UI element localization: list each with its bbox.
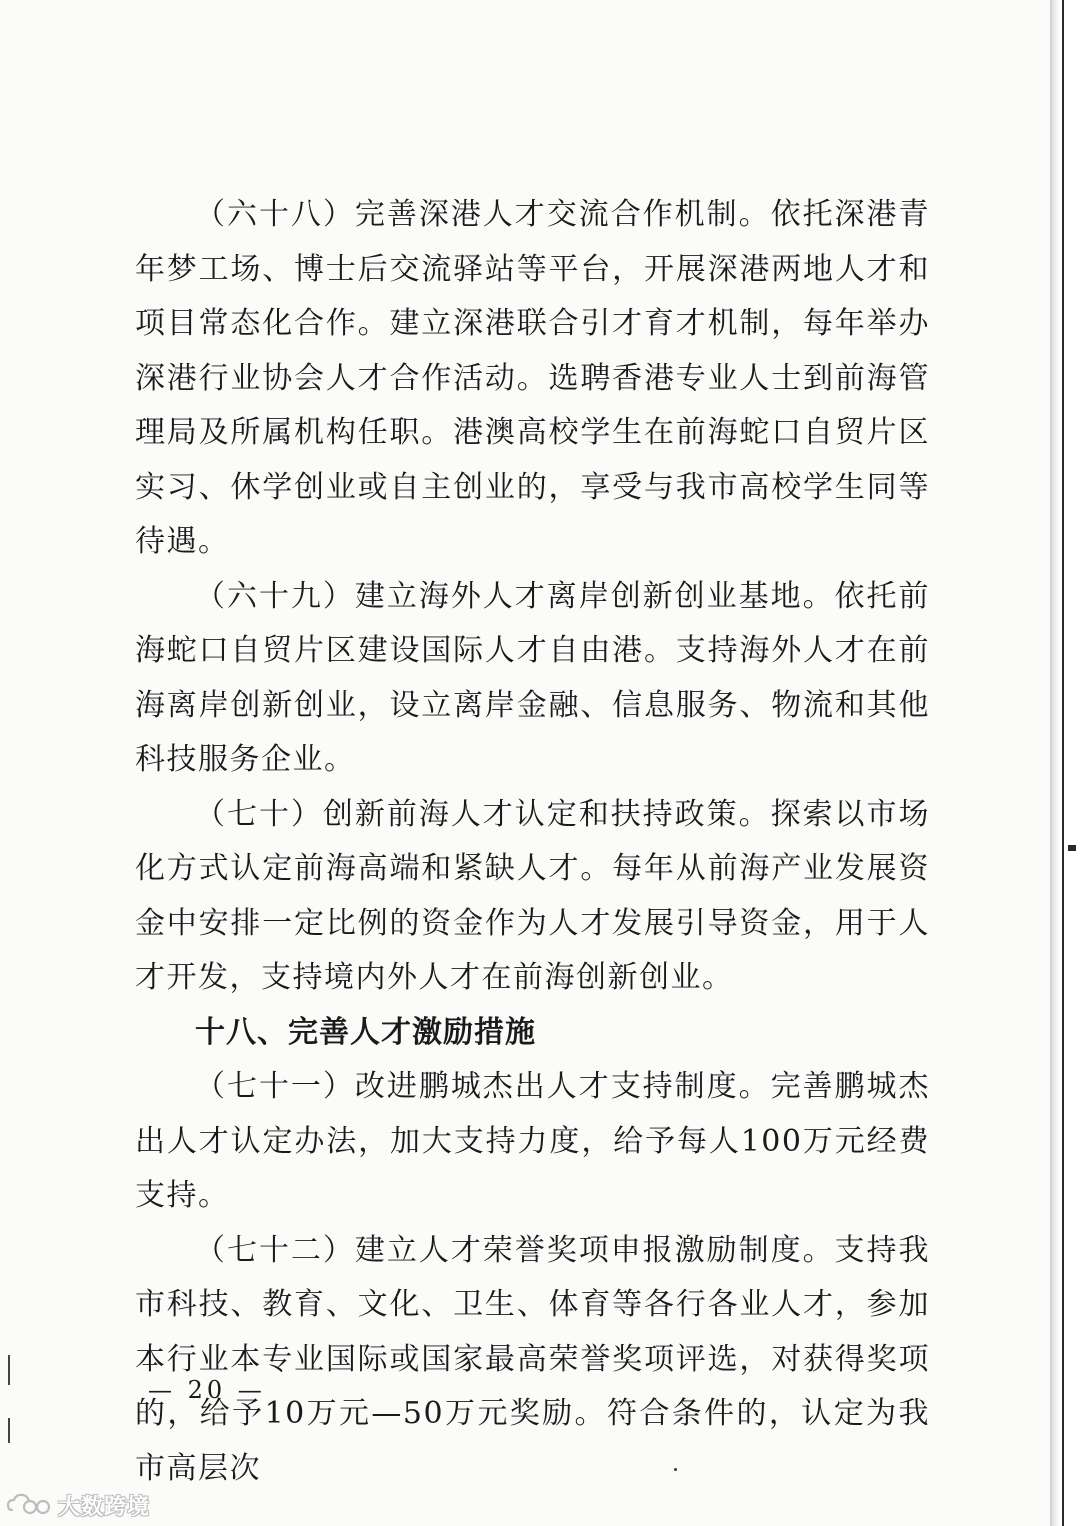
paragraph-69: （六十九）建立海外人才离岸创新创业基地。依托前海蛇口自贸片区建设国际人才自由港。支持海外人才在前海离岸创新创业，设立离岸金融、信息服务、物流和其他科技服务企业。 — [135, 578, 930, 777]
scan-mark-left — [8, 1355, 10, 1385]
watermark — [6, 1490, 150, 1520]
scan-mark-left-lower — [8, 1418, 10, 1443]
paragraph-72: （七十二）建立人才荣誉奖项申报激励制度。支持我市科技、教育、文化、卫生、体育等各行各业人才，参加本行业本专业国际或国家最高荣誉奖项评选，对获得奖项的，给予10万元—50万元奖励。符合条件的，认定为我市高层次 — [135, 1232, 930, 1486]
page-edge-mark — [1068, 845, 1076, 851]
page-edge-shadow — [1050, 0, 1080, 1526]
scan-speck — [674, 1468, 677, 1471]
paragraph-70: （七十）创新前海人才认定和扶持政策。探索以市场化方式认定前海高端和紧缺人才。每年从前海产业发展资金中安排一定比例的资金作为人才发展引导资金，用于人才开发，支持境内外人才在前海创新创业。 — [135, 796, 930, 995]
paragraph-68: （六十八）完善深港人才交流合作机制。依托深港青年梦工场、博士后交流驿站等平台，开展深港两地人才和项目常态化合作。建立深港联合引才育才机制，每年举办深港行业协会人才合作活动。选聘香港专业人士到前海管理局及所属机构任职。港澳高校学生在前海蛇口自贸片区实习、休学创业或自主创业的，享受与我市高校学生同等待遇。 — [135, 197, 930, 559]
section-heading: 十八、完善人才激励措施 — [195, 1014, 536, 1050]
watermark-text: 大数跨境 — [58, 1494, 151, 1520]
paragraph-71: （七十一）改进鹏城杰出人才支持制度。完善鹏城杰出人才认定办法，加大支持力度，给予每人100万元经费支持。 — [135, 1069, 930, 1213]
page-number: — 20 — — [148, 1376, 266, 1404]
document-body — [135, 188, 930, 1496]
page-edge-line — [1062, 0, 1064, 1526]
cloud-logo-icon — [6, 1492, 52, 1518]
